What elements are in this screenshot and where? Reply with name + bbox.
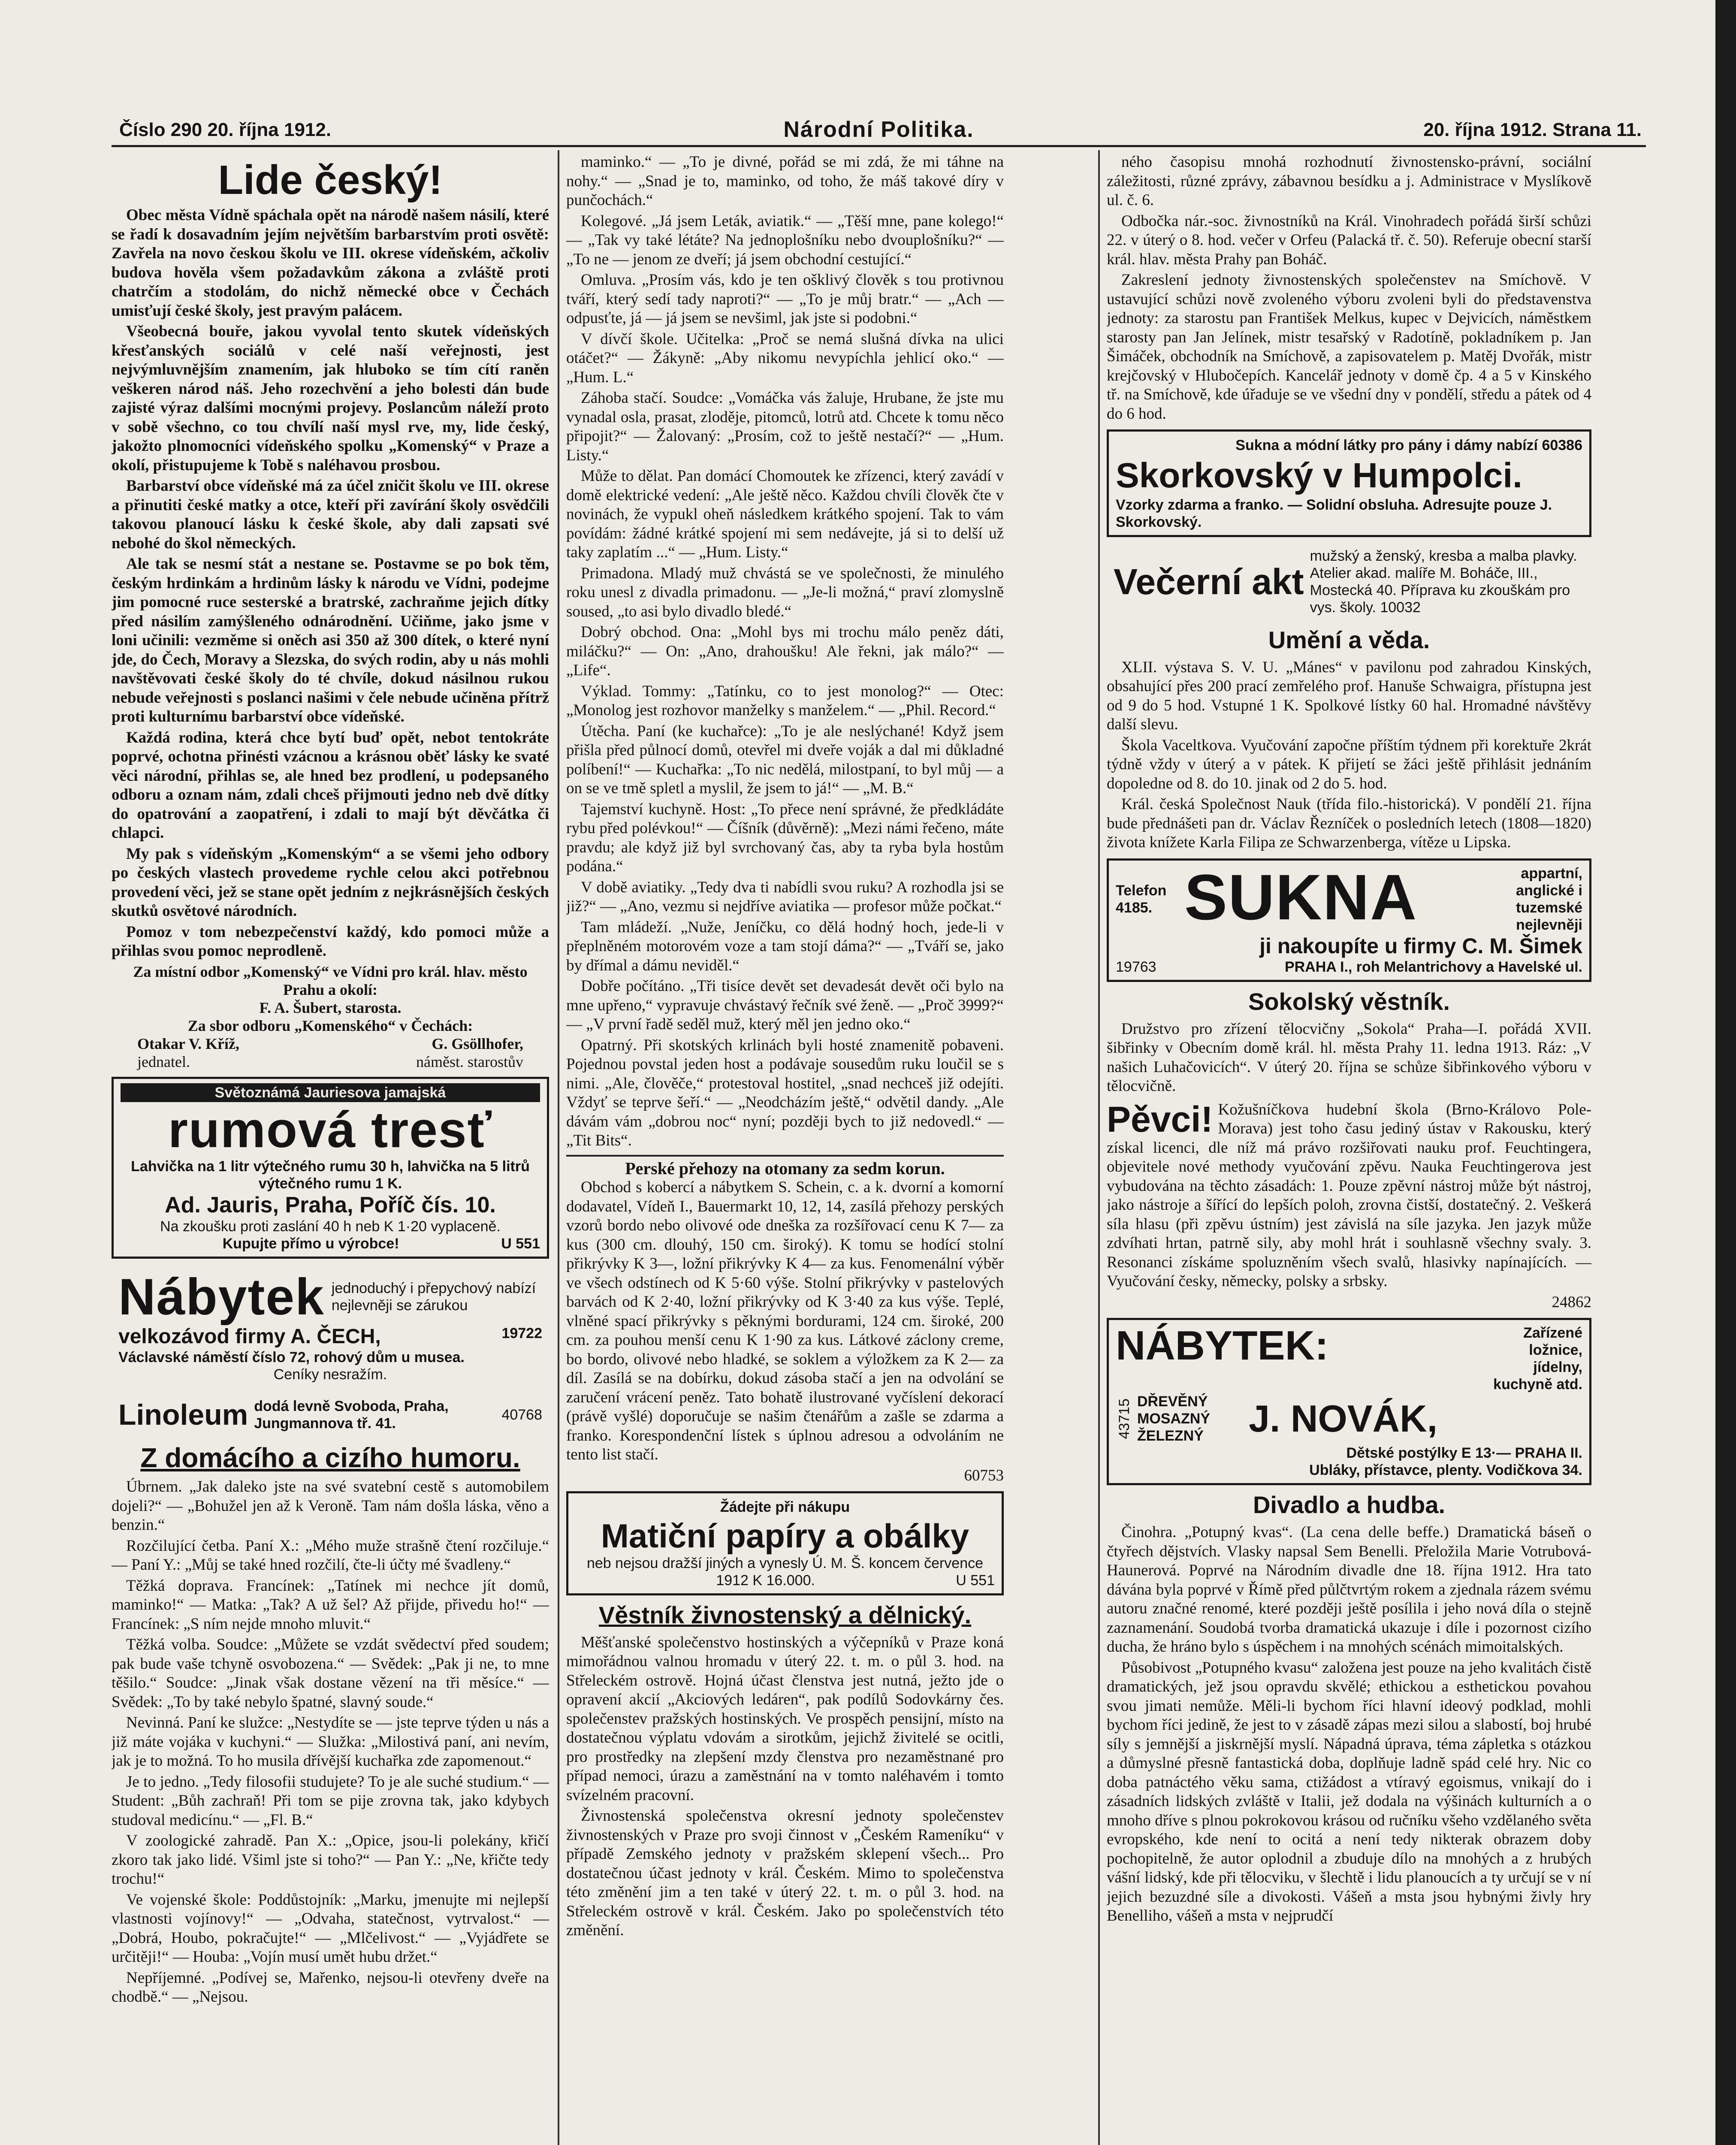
ad-text: jednoduchý i přepychový nabízí nejlevněji se zárukou	[331, 1280, 536, 1314]
paragraph: Měšťanské společenstvo hostinských a výčepníků v Praze koná mimořádnou valnou hromadu v úterý 22. t. m. o půl 3. hod. na Střeleckém ostrově. Hojná účast členstva jest nutná, ježto jde o opravení akcií „Akciových ledáren“, pak podílů Sodovkárny čes. společenstev pražských hostinských. Ve prospěch pensijní, místo na dostatečnou výplatu vdovám a sirotkům, jejichž živitelé se ocitli, pro prostředky na zlepšení mzdy členstva pro nezaměstnané pro případ nemoci, úrazu a zaměstnání na v tomto naléhavém i tomto svízelném pracovní.	[566, 1633, 1004, 1804]
ad-top-line: Sukna a módní látky pro pány i dámy nabízí	[1235, 437, 1538, 453]
paragraph: Nepříjemné. „Podívej se, Mařenko, nejsou-li otevřeny dveře na chodbě.“ — „Nejsou.	[112, 1969, 549, 2006]
ad-evening-act	[1107, 543, 1591, 620]
signature-role: náměst. starostův	[416, 1053, 523, 1070]
paragraph: Živnostenská společenstva okresní jednoty společenstev živnostenských v Praze pro svoji činnost v „Českém Rameníku“ v případě Zemského jednoty v pražském sklepení všech... Pro dostatečnou účast jednoty v král. Českém. Mimo to společenstva této změnění jim a ten také v úterý 22. t. m. o půl 3. hod. na Střeleckém ostrově v král. Českém. Jako po společenstvích této změnění.	[566, 1807, 1004, 1939]
ad-skorkovsky	[1107, 429, 1591, 537]
signature-role: jednatel.	[137, 1053, 190, 1070]
ad-singers	[1107, 1100, 1591, 1312]
ad-note: Na zkoušku proti zaslání 40 h neb K 1·20 vyplaceně.	[160, 1218, 501, 1235]
ad-code: U 551	[501, 1236, 540, 1252]
paragraph: Zakreslení jednoty živnostenských společenstev na Smíchově. V ustavující schůzi nově zvoleného výboru zvoleni byli do představenstva jednoty: za starostu pan František Melkus, kupec v Dejvicích, náměstkem starosty pan Jan Jelínek, mistr tesařský v Radotíně, pokladníkem p. Jan Šimáček, obchodník na Smíchově, a zapisovatelem p. Matěj Dvořák, mistr krejčovský v Hlubočepích. Kancelář jednoty v domě čp. 4 a 5 v Kinského tř. na Smíchově, kde úřaduje se ve všední dny v pondělí, středu a pátek od 4 do 6 hod.	[1107, 271, 1591, 423]
paragraph: Působivost „Potupného kvasu“ založena jest pouze na jeho kvalitách čistě dramatických, jež jsou opravdu skvělé; ethickou a esthetickou povahou svou jimati nemůže. Měli-li bychom říci hlavní ideový podklad, mohli bychom říci jedině, že jest to v zásadě zápas mezi silou a slabostí, boj hrubé síly s jemnější a jiskrnější myslí. Nápadná úprava, téma zápletka s otázkou a důmyslné přesně fantastická doba, doplňuje ladně spád celé hry. Nic co doba patnáctého věku sama, ctižádost a vtíravý egoismus, vnikají do i zásadních lidských zvláště v Italii, jež dodala na výšinách kulturních a o mnoho dříve s plnou pokrokovou krásou od ručníku všeho vzdělaného světa evropského, kde není to ocitá a není tedy nikterak obrazem doby pochopitelně, že autor oplodnil a zbuduje dílo na mnohých a z hrubých vášní lidský, kde při tělocviku, v šlechtě i lidu planoucích a ty určují se v ní jejich bezuzdné síle a divokosti. Vášeň a msta jsou hybnými živly hry Benelliho, vášeň a msta v nejprudčí	[1107, 1659, 1591, 1924]
ad-text: Kožušníčkova hudební škola (Brno-Královo Pole-Morava) jest toho času jediný ústav v Rakousku, který získal licenci, dle níž má právo rozšiřovati nauku prof. Feuchtingera, objevitele nové methody vyučování zpěvu. Nauka Feuchtingerova jest vybudována na těchto zásadách: 1. Pouze zpěvní nástroj může být nástroj, jako nástroje a šířící do lepších poloh, zrovna čistší, dostatečný. 2. Veškerá síla hlasu (při zpěvu ústním) jest závislá na síle jazyka. Jen jazyk může zdvíhati hrtan, patrně sily, aby mohl hrát i souhlasně všechny svaly. 3. Resonanci získáme spoluzněním všech svalů, hlasivky napínajících. — Vyučování česky, německy, polsky a srbsky.	[1107, 1100, 1591, 1290]
paragraph: Úbrnem. „Jak daleko jste na své svatební cestě s automobilem dojeli?“ — „Bohužel jen až k Veroně. Tam nám došla láska, věno a benzin.“	[112, 1478, 549, 1534]
paragraph: Tam mládeží. „Nuže, Jeníčku, co dělá hodný hoch, jede-li v přeplněném motorovém voze a tam stojí dáma?“ — „Tváří se, jako by dřímal a dámu neviděl.“	[566, 918, 1004, 974]
ad-furniture-cech	[112, 1265, 549, 1387]
paragraph: V době aviatiky. „Tedy dva ti nabídli svou ruku? A rozhodla jsi se již?“ — „Ano, vezmu si nejdříve aviatika — profesor může počkat.“	[566, 878, 1004, 915]
ad-rum-essence	[112, 1077, 549, 1259]
paragraph: Dobře počítáno. „Tři tisíce devět set devadesát devět oči bylo na mne upřeno,“ vypravuje chvástavý řečník své ženě. — „Proč 3999?“ — „V první řadě seděl muž, který měl jen jedno oko.“	[566, 977, 1004, 1033]
ad-bottom-line: Kupujte přímo u výrobce!	[222, 1236, 399, 1252]
ad-phone: 4185.	[1116, 899, 1153, 916]
signature-name: G. Gsöllhofer,	[432, 1035, 523, 1052]
ad-note: Ceníky nesražím.	[273, 1366, 387, 1383]
section-title: Umění a věda.	[1268, 626, 1430, 653]
page-header	[112, 115, 1646, 147]
article-title: Lide český!	[218, 157, 443, 203]
ad-text: Lahvička na 1 litr výtečného rumu 30 h, lahvička na 5 litrů výtečného rumu 1 K.	[131, 1158, 530, 1192]
paragraph: XLII. výstava S. V. U. „Mánes“ v pavilonu pod zahradou Kinských, obsahující přes 200 prací zemřelého prof. Hanuše Schwaigra, přístupna jest od 9 do 5 hod. Vstupné 1 K. Spolkové lístky 60 hal. Hromadné návštěvy další slevu.	[1107, 658, 1591, 733]
ad-code: 60386	[1542, 437, 1582, 453]
issue-info: Číslo 290 20. října 1912.	[119, 119, 332, 140]
ad-title: Nábytek	[118, 1268, 325, 1326]
paragraph: Těžká volba. Soudce: „Můžete se vzdát svědectví před soudem; pak bude vaše tchyně osvobozena.“ — Svědek: „Pak ji ne, to mne těšilo.“ Soudce: „Jinak však dostane vězení na tři měsíce.“ — Svědek: „To by také nebylo špatné, slavný soude.“	[112, 1636, 549, 1711]
ad-code: 43715	[1116, 1398, 1132, 1439]
ad-title: NÁBYTEK:	[1116, 1323, 1328, 1369]
section-title: Věstník živnostenský a dělnický.	[598, 1601, 972, 1628]
paragraph: Primadona. Mladý muž chvástá se ve společnosti, že minulého roku unesl z divadla primadonu. — „Je-li možná,“ praví zlomyslně soused, „to asi bylo divadlo bledé.“	[566, 564, 1004, 620]
ad-persian-covers	[566, 1155, 1004, 1486]
ad-code: 60753	[964, 1466, 1004, 1484]
paragraph: V dívčí škole. Učitelka: „Proč se nemá slušná dívka na ulici otáčet?“ — Žákyně: „Aby nikomu nevypíchla jehlicí oko.“ — „Hum. L.“	[566, 330, 1004, 386]
section-title: Sokolský věstník.	[1248, 988, 1450, 1015]
ad-phone-label: Telefon	[1116, 882, 1167, 899]
paragraph: Pomoz v tom nebezpečenství každý, kdo pomoci může a přihlas svou pomoc neprodleně.	[112, 923, 549, 960]
ad-linoleum	[112, 1393, 549, 1436]
ad-title: Perské přehozy na otomany za sedm korun.	[625, 1158, 945, 1178]
signature-name: F. A. Šubert, starosta.	[259, 999, 402, 1016]
paragraph: Dobrý obchod. Ona: „Mohl bys mi trochu málo peněz dáti, miláčku?“ — On: „Ano, drahoušku! Ale řekni, jak málo?“ — „Life“.	[566, 623, 1004, 679]
paragraph: Omluva. „Prosím vás, kdo je ten ošklivý člověk s tou protivnou tváří, který sedí tady naproti?“ — „To je můj bratr.“ — „Ach — odpusťte, já — já jsem se nevšiml, jak jste si podobni.“	[566, 271, 1004, 327]
ad-title: rumová tresť	[168, 1102, 493, 1158]
paragraph: Opatrný. Při skotských krlinách byli hosté znamenitě pobaveni. Pojednou povstal jeden host a podávaje sousedům ruku loučil se s nimi. „Ale, člověče,“ protestoval hostitel, „snad nechceš již odejíti. Vždyť se teprve šeří.“ — „Neodcházím ještě,“ odvětil dandy. „Ale dávám vám „dobrou noc“ nyní; později bych to již nedovedl.“ — „Tit Bits“.	[566, 1036, 1004, 1149]
ad-code: 19763	[1116, 958, 1156, 975]
paragraph: Záhoba stačí. Soudce: „Vomáčka vás žaluje, Hrubane, že jste mu vynadal osla, prasat, zloděje, pitomců, lotrů atd. Chcete k tomu něco připojit?“ — Žalovaný: „Prosím, což to ještě nestačí?“ — „Hum. Listy.“	[566, 389, 1004, 464]
paragraph: Každá rodina, která chce bytí buď opět, nebot tentokráte poprvé, ochotna přinésti vzácnou a krásnou oběť lásky ke svaté věci národní, přihlas se, ale hned bez prodlení, u podepsaného odboru a oznam nám, zdali chceš přijmouti jedno neb dvě dítky do opatrování a zaopatření, i zdali to mají být děvčátka či chlapci.	[112, 728, 549, 842]
paragraph: Výklad. Tommy: „Tatínku, co to jest monolog?“ — Otec: „Monolog jest rozhovor manželky s manželem.“ — „Phil. Record.“	[566, 682, 1004, 719]
column-3	[1107, 153, 1591, 2145]
signature-block	[112, 963, 549, 1071]
page-info: 20. října 1912. Strana 11.	[1423, 119, 1642, 140]
paragraph: ného časopisu mnohá rozhodnutí živnostensko-právní, sociální záležitosti, různé zprávy, zábavnou besídku a j. Administrace v Myslíkově ul. č. 6.	[1107, 153, 1591, 209]
ad-firm: J. NOVÁK,	[1249, 1397, 1438, 1440]
ad-address: PRAHA I., roh Melantrichovy a Havelské ul.	[1284, 958, 1582, 975]
ad-title: SUKNA	[1184, 861, 1418, 933]
masthead: Národní Politika.	[783, 117, 974, 142]
ad-side-text: Zařízené ložnice, jídelny, kuchyně atd.	[1493, 1325, 1582, 1393]
ad-title: Pěvci!	[1107, 1100, 1213, 1139]
ad-text: Vzorky zdarma a franko. — Solidní obsluha. Adresujte pouze J. Skorkovský.	[1116, 496, 1552, 530]
ad-code: 24862	[1552, 1293, 1591, 1311]
signature-line: Za sbor odboru „Komenského“ v Čechách:	[187, 1017, 473, 1034]
ad-sukna-simek	[1107, 858, 1591, 982]
ad-firm: Ad. Jauris, Praha, Poříč čís. 10.	[165, 1193, 496, 1218]
ad-firm: velkozávod firmy A. ČECH,	[118, 1325, 381, 1348]
ad-sub: Dětské postýlky E 13·— PRAHA II.	[1346, 1445, 1582, 1461]
paragraph: Škola Vaceltkova. Vyučování započne příštím týdnem při korektuře 2krát týdně vždy v úterý a v pátek. K přijetí se žáci ještě přihlásit jednáním dopoledne od 8. do 10. jinak od 2 do 5. hod.	[1107, 736, 1591, 792]
ad-code: 10032	[1380, 599, 1421, 616]
ad-address: Ubláky, přístavce, plenty. Vodičkova 34.	[1309, 1462, 1582, 1478]
column-rule	[1098, 150, 1100, 2145]
paragraph: Družstvo pro zřízení tělocvičny „Sokola“ Praha—I. pořádá XVII. šibřinky v Obecním domě král. hl. města Prahy 11. ledna 1913. Ráz: „V našich Luhačovicích“. V úterý 20. října se schůze šibřinkového výboru v tělocvičně.	[1107, 1020, 1591, 1095]
paragraph: Obec města Vídně spáchala opět na národě našem násilí, které se řadí k dosavadním jejím největším barbarstvím proti osvětě: Zavřela na novo českou školu ve III. okrese vídeňském, ačkoliv budova hověla všem požadavkům zákona a zvláště proti chatrčím a stodolám, do nichž německé obce v Čechách umisťují české školy, jest pravým palácem.	[112, 206, 549, 320]
paragraph: Tajemství kuchyně. Host: „To přece není správné, že předkládáte rybu před polévkou!“ — Číšník (důvěrně): „Mezi námi řečeno, máte pravdu; ale když již byl svrchovaný čas, aby ta ryba byla hostům podána.“	[566, 800, 1004, 875]
ad-text: mužský a ženský, kresba a malba plavky. Atelier akad. malíře M. Boháče, III., Mostecká 40. Příprava ku zkouškám pro vys. školy.	[1310, 547, 1577, 616]
ad-novak-furniture	[1107, 1318, 1591, 1485]
ad-title: Večerní akt	[1114, 561, 1304, 602]
paragraph: Ale tak se nesmí stát a nestane se. Postavme se po bok těm, českým hrdinkám a hrdinům lásky k národu ve Vídni, podejme jim pomocné ruce sesterské a bratrské, zachraňme jejich dítky před násilím zamýšleného odnárodnění. Učiňme, jako jsme v loni učinili: vezměme si oněch asi 350 až 300 dítek, o které nyní jde, do Čech, Moravy a Slezska, do svých rodin, aby u nás mohli navštěvovati české školy do té chvíle, dokud násilnou rukou nebude veřejnosti s poslanci našimi v čele nebude učiněna přítrž proti kulturnímu barbarství obce vídeňské.	[112, 555, 549, 725]
ad-code: 19722	[501, 1325, 542, 1341]
paragraph: Ve vojenské škole: Poddůstojník: „Marku, jmenujte mi nejlepší vlastnosti vojínovy!“ — „Odvaha, statečnost, vytrvalost.“ — „Dobrá, Houbo, pokračujte!“ — „Mlčelivost.“ — „Vyjádřete se určitěji!“ — Houba: „Vojín musí umět hubu držet.“	[112, 1891, 549, 1966]
ad-address: Václavské náměstí číslo 72, rohový dům u musea.	[118, 1349, 465, 1366]
paragraph: Může to dělat. Pan domácí Chomoutek ke zřízenci, který zavádí v domě elektrické vedení: „Ale ještě něco. Každou chvíli člověk čte v novinách, že vypukl oheň následkem krátkého spojení. Tak to vám povídám: žádné krátké spojení mi sem nedávejte, já si to delší už taky zaplatím ...“ — „Hum. Listy.“	[566, 467, 1004, 561]
paragraph: Kolegové. „Já jsem Leták, aviatik.“ — „Těší mne, pane kolego!“ — „Tak vy také létáte? Na jednoplošníku nebo dvouplošníku?“ — „To ne — jenom ze dveří; já jsem obchodní cestující.“	[566, 212, 1004, 268]
ad-firm: ji nakoupíte u firmy C. M. Šimek	[1259, 934, 1582, 958]
ad-title: Skorkovský v Humpolci.	[1116, 456, 1522, 495]
paragraph: Činohra. „Potupný kvas“. (La cena delle beffe.) Dramatická báseň o čtyřech dějstvích. Vlasky napsal Sem Benelli. Přeložila Marie Votrubová-Haunerová. Poprvé na Národním divadle dne 18. října 1912. Hra tato dávána byla poprvé v Římě před půlčtvrtým rokem a zjednala rázem svému autoru značné renomé, které později ještě posílila i jeho nová díla o stejně zaznamenání. Soudobá tvorba dramatická ukazuje i díle i pozornost cizího ducha, že hráno bylo s úspěchem i na mnohých scénách mimoitalských.	[1107, 1523, 1591, 1656]
scan-edge	[1715, 0, 1736, 2145]
ad-code: U 551	[956, 1572, 995, 1589]
ad-title: Linoleum	[118, 1399, 248, 1431]
paragraph: maminko.“ — „To je divné, pořád se mi zdá, že mi táhne na nohy.“ — „Snad je to, maminko, od toho, že máš takové díry v punčochách.“	[566, 153, 1004, 209]
paragraph: Nevinná. Paní ke služce: „Nestydíte se — jste teprve týden u nás a již máte vojáka v kuchyni.“ — Služka: „Milostivá paní, ani nevím, jak je to možná. To ho musila dřívější kuchařka zde zapomenout.“	[112, 1714, 549, 1770]
ad-text: neb nejsou dražší jiných a vynesly Ú. M. Š. koncem července 1912 K 16.000.	[586, 1555, 984, 1589]
ad-text: dodá levně Svoboda, Praha, Jungmannova tř. 41.	[254, 1398, 449, 1432]
paragraph: My pak s vídeňským „Komenským“ a se všemi jeho odbory po českých vlastech provedeme rychle celou akci potřebnou provedení věci, jež se stane opět jedním z nejkrásnějších českých skutků osvětové národních.	[112, 845, 549, 920]
column-2	[566, 153, 1004, 2145]
paragraph: Barbarství obce vídeňské má za účel zničit školu ve III. okrese a přinutiti české matky a otce, kteří při zavírání školy osvědčili takovou planoucí lásku k české škole, aby dali zapsati své nebohé do škol německých.	[112, 477, 549, 552]
paragraph: Těžká doprava. Francínek: „Tatínek mi nechce jít domů, maminko!“ — Matka: „Tak? A už šel? Až přijde, přivedu ho!“ — Francínek: „S ním nejde mnoho mluvit.“	[112, 1577, 549, 1633]
ad-list: DŘEVĚNÝ MOSAZNÝ ŽELEZNÝ	[1137, 1393, 1210, 1444]
ad-title: Matiční papíry a obálky	[601, 1517, 969, 1555]
ad-code: 40768	[501, 1407, 542, 1423]
ad-text: Obchod s kobercí a nábytkem S. Schein, c. a k. dvorní a komorní dodavatel, Vídeň I., Bauermarkt 10, 12, 14, zasílá přehozy perských vzorů bordo nebo olivové ode dneška za rozšířovací cenu K 7— za kus (300 cm. dlouhý, 150 cm. široký). K tomu se hodící stolní přikrývky K 3—, ložní přikrývky K 4— za kus. Fenomenální výběr ve všech odstínech od K 5·60 výše. Stolní přikrývky v pastelových barvách od K 2·40, ložní přikrývky od K 3·40 za kus výše. Teplé, vlněné spací přikrývky s pěknými bordurami, 124 cm. široké, 200 cm. za pouhou menší cenu K 1·90 za kus. Látkové záclony creme, bo bordo, olivové nebo hladké, se soklem a výložkem za K 2— za díl. Zasílá se na dobírku, dokud zásoba stačí a jen na odvolání se zaručení vrácení peněz. Tato bohatě ilustrované vyčíslení dekorací (právě vyšlé) doporučuje se našim čtenářům a zašle se zdarma a franko. Korespondenční lístek s úplnou adresou a odvoláním ne tento list stačí.	[566, 1178, 1004, 1463]
signature-name: Otakar V. Kříž,	[137, 1035, 240, 1052]
section-title: Divadlo a hudba.	[1253, 1491, 1446, 1518]
ad-side-text: appartní, anglické i tuzemské nejlevněji	[1516, 865, 1582, 933]
column-rule	[558, 150, 559, 2145]
paragraph: V zoologické zahradě. Pan X.: „Opice, jsou-li polekány, křičí zkoro tak jako lidé. Všiml jste si toho?“ — Pan Y.: „Ne, křičte tedy trochu!“	[112, 1832, 549, 1888]
paragraph: Všeobecná bouře, jakou vyvolal tento skutek vídeňských křesťanských sociálů v celé naší veřejnosti, jest nejvýmluvnějším znamením, jak hluboko se tím cítí raněn veškeren národ náš. Jeho rozechvění a jeho bolesti dán bude zajisté výraz dalšími mocnými projevy. Poslancům náleží proto v sobě všechno, co tou chvílí naší mysl rve, my, lide český, jakožto plnomocníci vídeňského spolku „Komenský“ v Praze a okolí, přistupujeme k Tobě s naléhavou prosbou.	[112, 323, 549, 474]
paragraph: Je to jedno. „Tedy filosofii studujete? To je ale suché studium.“ — Student: „Bůh zachraň! Při tom se pije zrovna tak, jako kdybych studoval medicínu.“ — „Fl. B.“	[112, 1773, 549, 1829]
paragraph: Král. česká Společnost Nauk (třída filo.-historická). V pondělí 21. října bude přednášeti pan dr. Václav Řezníček o posledních letech (1808—1820) života knížete Karla Filipa ze Schwarzenberga, vítěze u Lipska.	[1107, 795, 1591, 851]
section-title: Z domácího a cizího humoru.	[140, 1442, 520, 1473]
ad-matice-papers	[566, 1491, 1004, 1595]
paragraph: Rozčilující četba. Paní X.: „Mého muže strašně čtení rozčiluje.“ — Paní Y.: „Můj se také hned rozčilí, čte-li účty mé švadleny.“	[112, 1537, 549, 1574]
paragraph: Odbočka nár.-soc. živnostníků na Král. Vinohradech pořádá širší schůzi 22. v úterý o 8. hod. večer v Orfeu (Palacká tř. č. 50). Referuje obecní starší král. hlav. města Prahy pan Boháč.	[1107, 212, 1591, 268]
ad-top-line: Žádejte při nákupu	[720, 1499, 850, 1515]
column-1	[112, 153, 549, 2145]
ad-top-line: Světoznámá Jauriesova jamajská	[121, 1083, 540, 1103]
paragraph: Útěcha. Paní (ke kuchařce): „To je ale neslýchané! Když jsem přišla před půlnocí domů, otevřel mi dveře voják a dal mi důkladné políbení!“ — Kuchařka: „To nic nedělá, milostpaní, to byl můj — a on se ve tmě spletl a myslil, že jsem to já!“ — „M. B.“	[566, 722, 1004, 797]
signature-line: Za místní odbor „Komenský“ ve Vídni pro král. hlav. město Prahu a okolí:	[133, 963, 528, 998]
